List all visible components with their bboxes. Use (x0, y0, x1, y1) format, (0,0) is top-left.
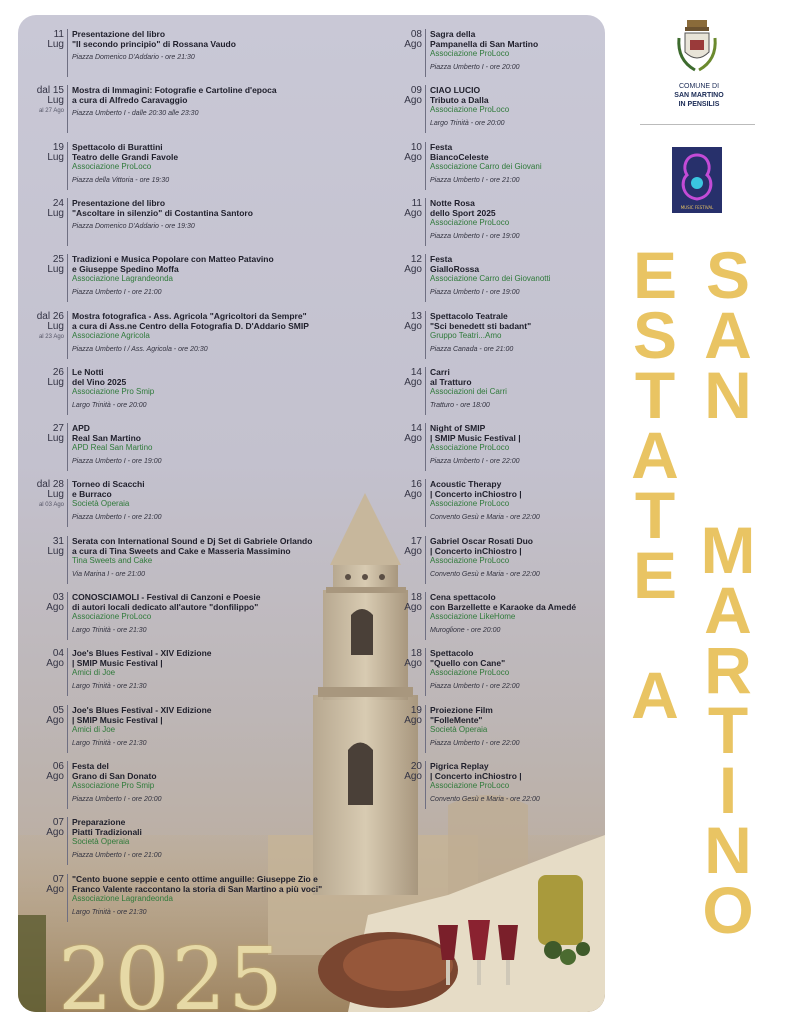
event-title-line: | Concerto inChiostro | (430, 489, 522, 500)
event-title-line: | Concerto inChiostro | (430, 545, 522, 556)
event-date (378, 479, 422, 500)
event-place-time: Piazza Umberto I - ore 22:00 (430, 683, 520, 691)
event-place-time: Via Marina I - ore 21:00 (72, 570, 146, 578)
event-title-line: CIAO LUCIO (430, 85, 481, 96)
event-date (20, 29, 64, 50)
event-title-line: Real San Martino (72, 433, 141, 444)
event-place-time: Piazza Umberto I - ore 19:00 (430, 289, 520, 297)
event-day: 09 (410, 85, 422, 97)
event-place-time: Piazza Umberto I - ore 22:00 (430, 739, 520, 747)
event-details (430, 367, 605, 411)
event-details (430, 705, 605, 749)
event-day: 04 (52, 648, 64, 660)
event-organizer: Associazione Lagrandeonda (72, 893, 173, 903)
event-place-time: Convento Gesù e Maria - ore 22:00 (430, 570, 540, 578)
event-month: Ago (404, 658, 422, 670)
event-divider (67, 536, 68, 584)
event-end-date: al 03 Ago (38, 502, 64, 509)
event-title-line: Carri (430, 366, 450, 377)
event-divider (425, 142, 426, 190)
event-date (20, 761, 64, 782)
event-details (430, 423, 605, 467)
event-organizer: Associazione LikeHome (430, 612, 516, 621)
event-title-line: Serata con International Sound e Dj Set di Gabriele Orlando (72, 535, 313, 546)
title-letter: S (632, 298, 678, 372)
event-divider (67, 592, 68, 640)
event-details (72, 367, 350, 411)
title-letter: T (707, 693, 749, 767)
event-divider (425, 198, 426, 246)
event-title-line: Festa (430, 141, 453, 152)
event-place-time: Largo Trinità - ore 21:30 (72, 683, 147, 691)
event-details (430, 85, 605, 129)
event-date (378, 761, 422, 782)
event-day: dal 26 (36, 310, 64, 322)
event-place-time: Piazza della Vittoria - ore 19:30 (72, 176, 170, 184)
event-date (378, 29, 422, 50)
event-place-time: Piazza Domenico D'Addario - ore 21:30 (72, 54, 195, 61)
event-organizer: Associazione Pro Smip (72, 780, 155, 790)
event-divider (425, 29, 426, 77)
events-poster (18, 15, 605, 1012)
event-date (378, 367, 422, 388)
event-month: Lug (47, 376, 64, 388)
event-details (430, 254, 605, 298)
event-date (20, 142, 64, 163)
event-title-line: BiancoCeleste (430, 151, 489, 162)
event-month: Ago (46, 883, 64, 895)
event-place-time: Largo Trinità - ore 20:00 (430, 120, 505, 128)
event-details (72, 874, 350, 918)
event-date (20, 479, 64, 509)
event-divider (67, 254, 68, 302)
event-place-time: Largo Trinità - ore 20:00 (72, 401, 147, 409)
event-organizer: Società Operaia (72, 499, 130, 509)
event-title-line: "FolleMente" (430, 714, 483, 725)
event-day: 18 (410, 592, 422, 603)
event-details (430, 311, 605, 355)
event-details (430, 198, 605, 242)
event-place-time: Piazza Umberto I - ore 19:00 (72, 458, 162, 466)
event-day: 24 (52, 197, 64, 209)
event-date (378, 85, 422, 106)
event-month: Lug (47, 95, 64, 107)
event-date (378, 648, 422, 669)
event-title-line: Pigrica Replay (430, 760, 489, 771)
event-place-time: Largo Trinità - ore 21:30 (72, 908, 147, 916)
event-organizer: APD Real San Martino (72, 443, 153, 453)
guitar-icon (672, 147, 722, 213)
event-title-line: e Giuseppe Spedino Moffa (72, 264, 179, 275)
event-organizer: Associazione ProLoco (430, 780, 510, 790)
event-title-line: Sagra della (430, 29, 476, 39)
event-date (20, 874, 64, 895)
event-details (72, 254, 350, 298)
event-title-line: Joe's Blues Festival - XIV Edizione (72, 704, 212, 715)
event-date (20, 367, 64, 388)
event-details (430, 592, 605, 636)
event-title-line: Franco Valente raccontano la storia di San Martino a più voci" (72, 883, 323, 894)
event-organizer: Tina Sweets and Cake (72, 555, 153, 565)
event-title-line: Notte Rosa (430, 197, 475, 208)
event-title-line: "Cento buone seppie e cento ottime anguille: Giuseppe Zio e (72, 873, 318, 884)
event-date (20, 311, 64, 341)
event-divider (67, 423, 68, 471)
year-title: 2025 (58, 930, 285, 1012)
event-organizer: Gruppo Teatri...Amo (430, 330, 502, 340)
event-day: 16 (410, 479, 422, 491)
event-date (378, 592, 422, 613)
event-date (378, 198, 422, 219)
event-place-time: Piazza Umberto I - ore 21:00 (430, 176, 520, 184)
event-organizer: Associazione ProLoco (72, 612, 152, 621)
event-details (72, 479, 350, 523)
title-letter: A (631, 658, 679, 732)
event-day: 20 (410, 760, 422, 772)
event-month: Ago (404, 207, 422, 219)
event-organizer: Associazione ProLoco (430, 49, 510, 58)
title-letter: E (632, 238, 678, 312)
event-date (20, 198, 64, 219)
event-organizer: Associazione ProLoco (430, 668, 510, 678)
event-divider (425, 536, 426, 584)
event-divider (425, 479, 426, 527)
event-month: Lug (47, 39, 64, 50)
event-organizer: Associazione ProLoco (72, 161, 152, 171)
event-title-line: Tradizioni e Musica Popolare con Matteo Patavino (72, 254, 274, 265)
event-title-line: Cena spettacolo (430, 592, 496, 602)
event-place-time: Tratturo - ore 18:00 (430, 401, 490, 409)
event-title-line: | Concerto inChiostro | (430, 770, 522, 781)
event-title-line: Festa (430, 254, 453, 265)
event-title-line: CONOSCIAMOLI - Festival di Canzoni e Poesie (72, 592, 261, 602)
event-month: Ago (404, 770, 422, 782)
event-details (430, 479, 605, 523)
event-month: Ago (404, 320, 422, 332)
event-details (72, 817, 350, 861)
event-month: Ago (404, 602, 422, 613)
event-month: Lug (47, 545, 64, 557)
event-title-line: con Barzellette e Karaoke da Amedé (430, 602, 577, 612)
title-letter: A (631, 418, 679, 492)
event-title-line: Mostra di Immagini: Fotografie e Cartoline d'epoca (72, 85, 277, 96)
event-title-line: Festa del (72, 760, 109, 771)
event-place-time: Largo Trinità - ore 21:30 (72, 627, 147, 634)
event-place-time: Convento Gesù e Maria - ore 22:00 (430, 795, 540, 803)
event-divider (425, 592, 426, 640)
event-divider (425, 761, 426, 809)
event-title-line: Joe's Blues Festival - XIV Edizione (72, 648, 212, 659)
event-day: 03 (52, 592, 64, 603)
event-day: 26 (52, 366, 64, 378)
title-letter: T (634, 478, 676, 552)
event-divider (425, 423, 426, 471)
event-day: 17 (410, 535, 422, 547)
event-date (20, 536, 64, 557)
event-place-time: Piazza Umberto I - ore 20:00 (72, 795, 162, 803)
event-place-time: Piazza Canada - ore 21:00 (430, 345, 514, 353)
event-details (72, 592, 350, 636)
event-title-line: "Ascoltare in silenzio" di Costantina Santoro (72, 207, 253, 218)
event-title-line: | SMIP Music Festival | (430, 433, 521, 444)
event-month: Ago (404, 489, 422, 501)
event-title-line: "Sci benedett sti badant" (430, 320, 532, 331)
event-day: 07 (52, 817, 64, 829)
event-title-line: Pampanella di San Martino (430, 39, 539, 49)
event-details (430, 536, 605, 580)
event-month: Ago (404, 151, 422, 163)
event-divider (67, 85, 68, 133)
event-title-line: | SMIP Music Festival | (72, 714, 163, 725)
event-title-line: e Burraco (72, 489, 112, 500)
event-day: 14 (410, 423, 422, 435)
title-letter: N (704, 358, 752, 432)
divider (640, 124, 755, 125)
event-place-time: Piazza Umberto I - ore 19:00 (430, 232, 520, 240)
event-divider (425, 254, 426, 302)
event-place-time: Piazza Umberto I - ore 21:00 (72, 852, 162, 860)
event-details (72, 311, 350, 355)
event-place-time: Piazza Umberto I - ore 22:00 (430, 458, 520, 466)
event-day: 10 (410, 141, 422, 153)
event-title-line: Mostra fotografica - Ass. Agricola "Agricoltori da Sempre" (72, 310, 307, 321)
event-month: Lug (47, 433, 64, 445)
event-organizer: Associazione Pro Smip (72, 386, 155, 396)
event-organizer: Associazione ProLoco (430, 555, 510, 565)
event-month: Lug (47, 151, 64, 163)
event-details (72, 85, 350, 119)
event-place-time: Muroglione - ore 20:00 (430, 627, 501, 634)
event-day: dal 28 (36, 479, 64, 491)
event-day: 19 (52, 141, 64, 153)
event-date (20, 423, 64, 444)
event-organizer: Associazione Lagrandeonda (72, 274, 173, 284)
event-date (378, 254, 422, 275)
event-title-line: Presentazione del libro (72, 197, 166, 208)
event-date (20, 254, 64, 275)
event-day: dal 15 (36, 85, 64, 97)
event-day: 13 (410, 310, 422, 322)
event-divider (67, 198, 68, 246)
event-month: Lug (47, 320, 64, 332)
event-day: 11 (411, 197, 422, 209)
event-title-line: Tributo a Dalla (430, 95, 489, 106)
event-divider (425, 85, 426, 133)
event-month: Ago (46, 770, 64, 782)
event-title-line: | SMIP Music Festival | (72, 658, 163, 669)
event-divider (67, 311, 68, 359)
event-month: Ago (404, 264, 422, 276)
event-date (20, 592, 64, 613)
event-title-line: Teatro delle Grandi Favole (72, 151, 179, 162)
event-details (72, 29, 350, 63)
event-month: Lug (47, 207, 64, 219)
event-title-line: di autori locali dedicato all'autore "donfilippo" (72, 602, 259, 612)
event-title-line: Proiezione Film (430, 704, 493, 715)
event-divider (67, 29, 68, 77)
event-day: 07 (52, 873, 64, 885)
event-title-line: Torneo di Scacchi (72, 479, 145, 490)
event-divider (67, 648, 68, 696)
event-divider (67, 817, 68, 865)
event-details (72, 648, 350, 692)
event-month: Ago (46, 658, 64, 670)
title-letter: O (702, 873, 754, 947)
title-letter: R (704, 633, 752, 707)
title-letter: A (704, 573, 752, 647)
event-month: Ago (404, 433, 422, 445)
event-month: Ago (404, 39, 422, 50)
event-title-line: Spettacolo Teatrale (430, 310, 508, 321)
event-details (430, 29, 605, 73)
event-day: 18 (410, 648, 422, 660)
event-organizer: Amici di Joe (72, 724, 116, 734)
event-title-line: Preparazione (72, 817, 126, 828)
event-day: 25 (52, 254, 64, 266)
event-day: 12 (410, 254, 422, 266)
event-date (378, 311, 422, 332)
event-day: 05 (52, 704, 64, 716)
event-day: 06 (52, 760, 64, 772)
event-day: 19 (410, 704, 422, 716)
event-day: 31 (52, 535, 64, 547)
event-date (378, 536, 422, 557)
comune-line2: SAN MARTINO (674, 92, 724, 99)
title-letter: E (632, 538, 678, 612)
event-divider (67, 761, 68, 809)
comune-line1: COMUNE DI (678, 83, 720, 90)
event-details (430, 648, 605, 692)
event-title-line: del Vino 2025 (72, 376, 127, 387)
event-organizer: Associazione ProLoco (430, 499, 510, 509)
event-date (378, 142, 422, 163)
title-letter: S (705, 238, 751, 312)
event-organizer: Associazioni dei Carri (430, 386, 507, 396)
event-divider (425, 705, 426, 753)
event-place-time: Convento Gesù e Maria - ore 22:00 (430, 514, 540, 522)
event-organizer: Società Operaia (430, 724, 488, 734)
event-organizer: Associazione Carro dei Giovanotti (430, 274, 551, 284)
event-place-time: Piazza Umberto I - dalle 20:30 alle 23:30 (72, 110, 199, 118)
event-month: Lug (47, 264, 64, 276)
event-divider (425, 648, 426, 696)
event-title-line: a cura di Alfredo Caravaggio (72, 95, 188, 106)
event-organizer: Società Operaia (72, 837, 130, 847)
event-details (72, 761, 350, 805)
event-details (72, 705, 350, 749)
event-title-line: APD (72, 423, 90, 434)
event-title-line: Le Notti (72, 366, 104, 377)
event-details (72, 536, 350, 580)
event-organizer: Associazione ProLoco (430, 217, 510, 227)
event-date (20, 705, 64, 726)
event-place-time: Piazza Umberto I / Ass. Agricola - ore 20:30 (72, 345, 208, 353)
event-details (72, 142, 350, 186)
event-title-line: Spettacolo di Burattini (72, 141, 163, 152)
event-month: Ago (404, 714, 422, 726)
event-title-line: Gabriel Oscar Rosati Duo (430, 535, 533, 546)
event-organizer: Associazione ProLoco (430, 443, 510, 453)
event-title-line: "Quello con Cane" (430, 658, 506, 669)
event-day: 08 (410, 29, 422, 40)
event-details (72, 423, 350, 467)
music-logo-label: MUSIC FESTIVAL (680, 205, 714, 210)
event-organizer: Associazione Carro dei Giovani (430, 161, 542, 171)
event-date (20, 817, 64, 838)
event-month: Ago (404, 376, 422, 388)
event-details (430, 761, 605, 805)
event-place-time: Piazza Umberto I - ore 21:00 (72, 289, 162, 297)
event-title-line: "Il secondo principio" di Rossana Vaudo (72, 39, 236, 49)
event-organizer: Associazione Agricola (72, 330, 150, 340)
event-title-line: a cura di Ass.ne Centro della Fotografia D. D'Addario SMIP (72, 320, 309, 331)
event-place-time: Largo Trinità - ore 21:30 (72, 739, 147, 747)
municipality-name (650, 82, 748, 109)
event-divider (67, 479, 68, 527)
comune-line3: IN PENSILIS (678, 101, 720, 108)
event-date (378, 423, 422, 444)
event-title-line: Spettacolo (430, 648, 474, 659)
event-day: 14 (410, 366, 422, 378)
event-title-line: dello Sport 2025 (430, 207, 496, 218)
title-letter: A (704, 298, 752, 372)
event-details (430, 142, 605, 186)
event-organizer: Associazione ProLoco (430, 105, 510, 115)
event-title-line: al Tratturo (430, 376, 472, 387)
event-end-date: al 27 Ago (38, 108, 64, 115)
event-title-line: Acoustic Therapy (430, 479, 502, 490)
event-end-date: al 23 Ago (38, 333, 64, 340)
music-festival-logo (672, 147, 722, 213)
event-title-line: GialloRossa (430, 264, 480, 275)
event-title-line: Grano di San Donato (72, 770, 157, 781)
event-divider (425, 367, 426, 415)
title-letter: M (700, 513, 756, 587)
event-title-line: Piatti Tradizionali (72, 827, 142, 838)
event-month: Ago (404, 545, 422, 557)
event-month: Ago (46, 827, 64, 839)
event-details (72, 198, 350, 232)
title-letter: T (634, 358, 676, 432)
event-day: 27 (52, 423, 64, 435)
event-day: 11 (53, 29, 64, 40)
event-month: Ago (46, 714, 64, 726)
event-divider (67, 874, 68, 922)
event-date (20, 85, 64, 115)
event-place-time: Piazza Umberto I - ore 21:00 (72, 514, 162, 522)
event-title-line: a cura di Tina Sweets and Cake e Masseria Massimino (72, 545, 291, 556)
event-month: Ago (404, 95, 422, 107)
municipal-crest-icon (675, 20, 719, 78)
event-divider (67, 142, 68, 190)
event-title-line: Presentazione del libro (72, 29, 166, 39)
event-date (20, 648, 64, 669)
event-organizer: Amici di Joe (72, 668, 116, 678)
event-title-line: Night of SMIP (430, 423, 486, 434)
event-place-time: Piazza Umberto I - ore 20:00 (430, 64, 520, 71)
event-month: Lug (47, 489, 64, 501)
title-letter: N (704, 813, 752, 887)
event-divider (67, 705, 68, 753)
event-date (378, 705, 422, 726)
event-divider (425, 311, 426, 359)
title-letter: I (718, 753, 738, 827)
event-month: Ago (46, 602, 64, 613)
event-divider (67, 367, 68, 415)
event-place-time: Piazza Domenico D'Addario - ore 19:30 (72, 222, 195, 230)
